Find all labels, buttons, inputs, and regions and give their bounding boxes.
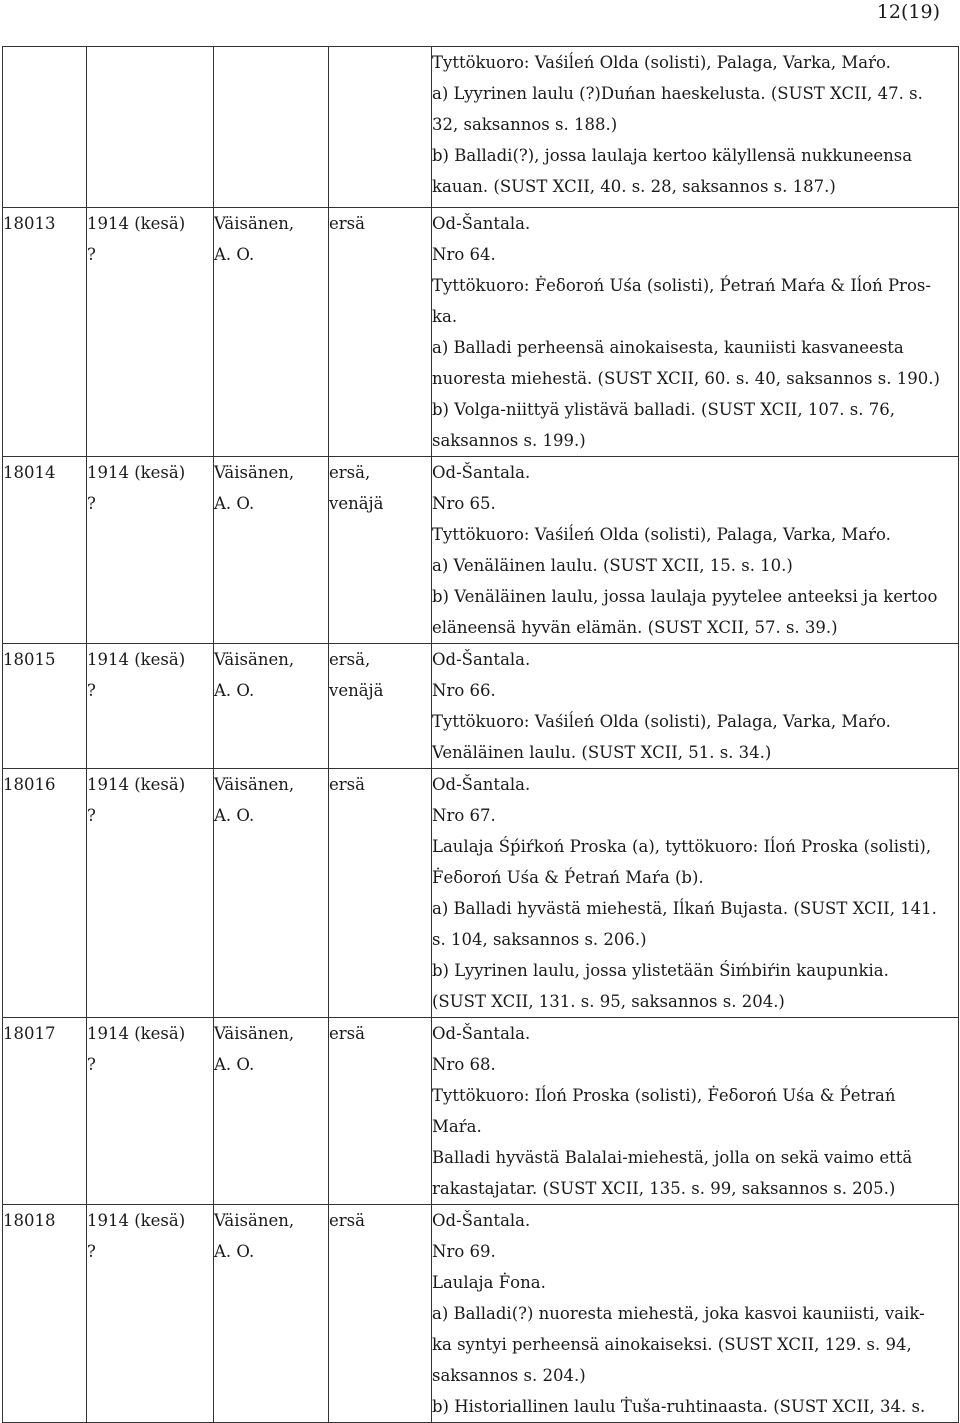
language-text: ersä, <box>329 463 371 482</box>
year-uncertain: ? <box>87 806 96 825</box>
content-line: Od-Šantala. <box>432 214 531 233</box>
content-line: 32, saksannos s. 188.) <box>432 115 618 134</box>
table-row <box>3 208 959 457</box>
content-line: Od-Šantala. <box>432 1024 531 1043</box>
content-line: Od-Šantala. <box>432 1211 531 1230</box>
collector-cell <box>214 208 329 457</box>
language-cell <box>329 644 432 769</box>
content-line: b) Historiallinen laulu Ṫuša-ruhtinaasta. (SUST XCII, 34. s. <box>432 1397 926 1416</box>
content-line: Od-Šantala. <box>432 463 531 482</box>
collector-initials: A. O. <box>214 806 255 825</box>
table-row <box>3 644 959 769</box>
content-line: b) Balladi(?), jossa laulaja kertoo kälyllensä nukkuneensa <box>432 146 913 165</box>
year-cell <box>87 644 214 769</box>
content-line: Nro 67. <box>432 806 496 825</box>
content-line: saksannos s. 204.) <box>432 1366 586 1385</box>
language-cell <box>329 208 432 457</box>
content-line: a) Lyyrinen laulu (?)Duńan haeskelusta. (SUST XCII, 47. s. <box>432 84 923 103</box>
language-text: venäjä <box>329 681 384 700</box>
content-line: a) Balladi hyvästä miehestä, Iĺkań Bujasta. (SUST XCII, 141. <box>432 899 937 918</box>
year-cell <box>87 1205 214 1423</box>
collector-initials: A. O. <box>214 245 255 264</box>
year-uncertain: ? <box>87 494 96 513</box>
collector-cell <box>214 1018 329 1205</box>
collector-cell <box>214 457 329 644</box>
content-line: Balladi hyvästä Balalai-miehestä, jolla on sekä vaimo että <box>432 1148 913 1167</box>
table-row <box>3 769 959 1018</box>
year-text: 1914 (kesä) <box>87 650 186 669</box>
content-line: Tyttökuoro: Vaśiĺeń Olda (solisti), Palaga, Varka, Maŕo. <box>432 712 891 731</box>
collector-surname: Väisänen, <box>214 463 295 482</box>
content-line: Laulaja Śṕiŕkoń Proska (a), tyttökuoro: Iĺoń Proska (solisti), <box>432 837 932 856</box>
table-row <box>3 1205 959 1423</box>
year-uncertain: ? <box>87 681 96 700</box>
page-number: 12(19) <box>876 1 940 23</box>
year-uncertain: ? <box>87 1055 96 1074</box>
collector-surname: Väisänen, <box>214 214 295 233</box>
content-cell <box>432 1205 959 1423</box>
content-line: s. 104, saksannos s. 206.) <box>432 930 647 949</box>
record-id: 18016 <box>3 775 56 794</box>
content-line: Tyttökuoro: Vaśiĺeń Olda (solisti), Palaga, Varka, Maŕo. <box>432 525 891 544</box>
language-cell <box>329 457 432 644</box>
content-line: Tyttökuoro: Ḟeδoroń Uśa (solisti), Ṕetrań Maŕa & Iĺoń Pros- <box>432 276 931 295</box>
record-id: 18015 <box>3 650 56 669</box>
content-line: a) Venäläinen laulu. (SUST XCII, 15. s. 10.) <box>432 556 793 575</box>
content-line: b) Lyyrinen laulu, jossa ylistetään Śiḿbiŕin kaupunkia. <box>432 961 889 980</box>
content-cell-intro <box>432 47 959 208</box>
year-uncertain: ? <box>87 1242 96 1261</box>
year-cell <box>87 457 214 644</box>
content-line: b) Volga-niittyä ylistävä balladi. (SUST XCII, 107. s. 76, <box>432 400 895 419</box>
language-text: ersä <box>329 775 365 794</box>
record-id: 18013 <box>3 214 56 233</box>
year-cell <box>87 769 214 1018</box>
language-cell-empty <box>329 47 432 208</box>
content-line: Tyttökuoro: Vaśiĺeń Olda (solisti), Palaga, Varka, Maŕo. <box>432 53 891 72</box>
collector-surname: Väisänen, <box>214 1024 295 1043</box>
record-id: 18018 <box>3 1211 56 1230</box>
content-line: Maŕa. <box>432 1117 482 1136</box>
content-line: ka. <box>432 307 458 326</box>
content-cell <box>432 208 959 457</box>
content-line: Nro 64. <box>432 245 496 264</box>
language-text: ersä <box>329 1024 365 1043</box>
content-line: ka syntyi perheensä ainokaiseksi. (SUST XCII, 129. s. 94, <box>432 1335 912 1354</box>
id-cell <box>3 1018 87 1205</box>
year-cell-empty <box>87 47 214 208</box>
language-text: venäjä <box>329 494 384 513</box>
record-id: 18014 <box>3 463 56 482</box>
content-line: kauan. (SUST XCII, 40. s. 28, saksannos s. 187.) <box>432 177 836 196</box>
year-text: 1914 (kesä) <box>87 463 186 482</box>
content-cell <box>432 644 959 769</box>
content-line: Od-Šantala. <box>432 650 531 669</box>
language-cell <box>329 1205 432 1423</box>
collector-surname: Väisänen, <box>214 650 295 669</box>
content-line: Nro 69. <box>432 1242 496 1261</box>
year-cell <box>87 208 214 457</box>
content-line: Venäläinen laulu. (SUST XCII, 51. s. 34.) <box>432 743 772 762</box>
content-line: Nro 68. <box>432 1055 496 1074</box>
collector-initials: A. O. <box>214 1055 255 1074</box>
collector-surname: Väisänen, <box>214 775 295 794</box>
language-cell <box>329 769 432 1018</box>
id-cell <box>3 769 87 1018</box>
content-line: a) Balladi perheensä ainokaisesta, kauniisti kasvaneesta <box>432 338 904 357</box>
content-line: Ḟeδoroń Uśa & Ṕetrań Maŕa (b). <box>432 868 704 887</box>
year-cell <box>87 1018 214 1205</box>
content-line: eläneensä hyvän elämän. (SUST XCII, 57. s. 39.) <box>432 618 838 637</box>
year-text: 1914 (kesä) <box>87 1211 186 1230</box>
year-text: 1914 (kesä) <box>87 775 186 794</box>
id-cell <box>3 208 87 457</box>
id-cell <box>3 457 87 644</box>
record-id: 18017 <box>3 1024 56 1043</box>
catalog-table <box>2 46 959 1423</box>
table-row <box>3 1018 959 1205</box>
content-cell <box>432 769 959 1018</box>
content-line: saksannos s. 199.) <box>432 431 586 450</box>
language-text: ersä <box>329 1211 365 1230</box>
year-text: 1914 (kesä) <box>87 214 186 233</box>
table-row-intro <box>3 47 959 208</box>
content-line: Tyttökuoro: Iĺoń Proska (solisti), Ḟeδoroń Uśa & Ṕetrań <box>432 1086 896 1105</box>
collector-cell <box>214 644 329 769</box>
content-cell <box>432 457 959 644</box>
content-cell <box>432 1018 959 1205</box>
content-line: nuoresta miehestä. (SUST XCII, 60. s. 40, saksannos s. 190.) <box>432 369 940 388</box>
id-cell-empty <box>3 47 87 208</box>
collector-surname: Väisänen, <box>214 1211 295 1230</box>
content-line: rakastajatar. (SUST XCII, 135. s. 99, saksannos s. 205.) <box>432 1179 896 1198</box>
collector-initials: A. O. <box>214 494 255 513</box>
year-text: 1914 (kesä) <box>87 1024 186 1043</box>
collector-initials: A. O. <box>214 1242 255 1261</box>
language-cell <box>329 1018 432 1205</box>
content-line: Od-Šantala. <box>432 775 531 794</box>
table-row <box>3 457 959 644</box>
language-text: ersä, <box>329 650 371 669</box>
content-line: b) Venäläinen laulu, jossa laulaja pyytelee anteeksi ja kertoo <box>432 587 938 606</box>
content-line: Nro 65. <box>432 494 496 513</box>
collector-cell <box>214 769 329 1018</box>
content-line: Nro 66. <box>432 681 496 700</box>
collector-initials: A. O. <box>214 681 255 700</box>
id-cell <box>3 644 87 769</box>
content-line: a) Balladi(?) nuoresta miehestä, joka kasvoi kauniisti, vaik- <box>432 1304 925 1323</box>
content-line: Laulaja Ḟona. <box>432 1273 546 1292</box>
collector-cell-empty <box>214 47 329 208</box>
id-cell <box>3 1205 87 1423</box>
year-uncertain: ? <box>87 245 96 264</box>
language-text: ersä <box>329 214 365 233</box>
content-line: (SUST XCII, 131. s. 95, saksannos s. 204.) <box>432 992 785 1011</box>
collector-cell <box>214 1205 329 1423</box>
